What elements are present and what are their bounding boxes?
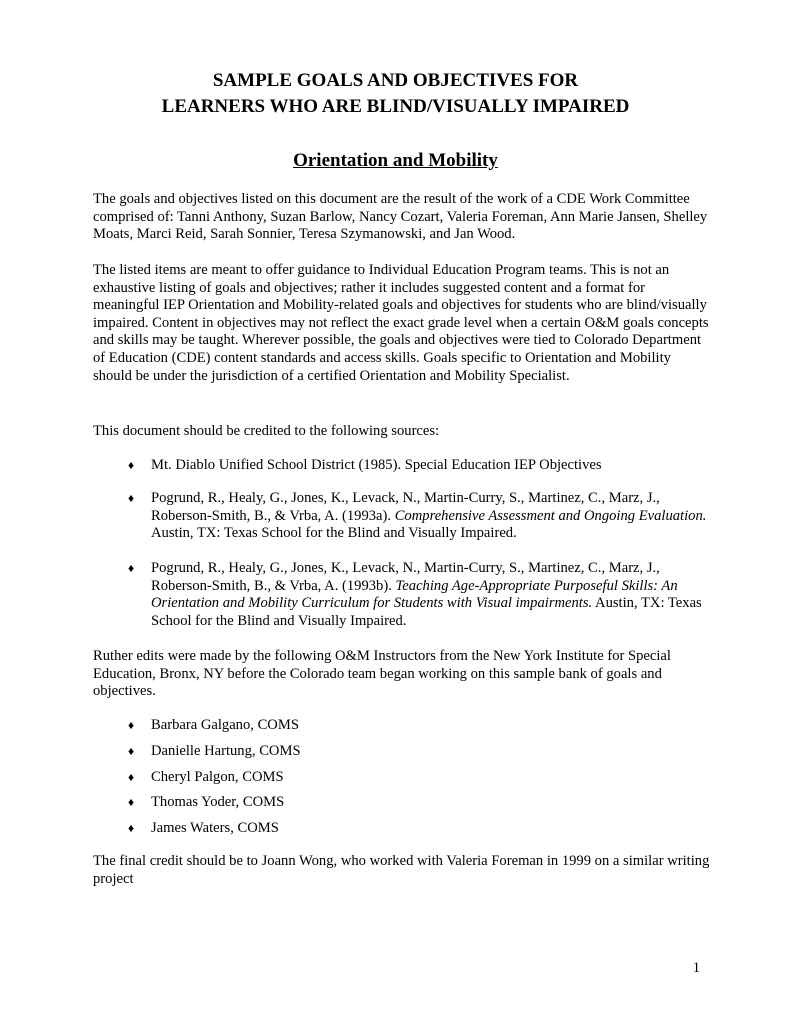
instructor-list-item — [128, 794, 713, 812]
instructor-list-item — [128, 820, 713, 838]
diamond-bullet-icon: ♦ — [128, 561, 135, 575]
final-paragraph: The final credit should be to Joann Wong, who worked with Valeria Foreman in 1999 on a similar writing project — [93, 853, 710, 887]
source-list-item — [128, 457, 713, 475]
source-list-item — [128, 490, 713, 543]
diamond-bullet-icon: ♦ — [128, 821, 135, 835]
instructor-list-item — [128, 769, 713, 787]
instructor-name: Cheryl Palgon, COMS — [151, 769, 284, 785]
source-list-item — [128, 560, 713, 630]
diamond-bullet-icon: ♦ — [128, 744, 135, 758]
sources-intro: This document should be credited to the following sources: — [93, 423, 440, 439]
instructor-name: James Waters, COMS — [151, 820, 279, 836]
source-citation: Pogrund, R., Healy, G., Jones, K., Levack, N., Martin-Curry, S., Martinez, C., Marz, J., Roberson-Smith, B., & Vrba, A. (1993b). Teaching Age-Appropriate Purposeful Skills: An Orientation and Mobility Curriculum for Students with Visual impairments. Austin, TX: Texas School for the Blind and Visually Impaired. — [151, 560, 702, 629]
instructor-list-item — [128, 717, 713, 735]
source-citation: Mt. Diablo Unified School District (1985). Special Education IEP Objectives — [151, 457, 602, 473]
edits-paragraph: Ruther edits were made by the following O&M Instructors from the New York Institute for Special Education, Bronx, NY before the Colorado team began working on this sample bank of goals and objectives. — [93, 648, 671, 700]
diamond-bullet-icon: ♦ — [128, 795, 135, 809]
diamond-bullet-icon: ♦ — [128, 770, 135, 784]
instructor-name: Danielle Hartung, COMS — [151, 743, 301, 759]
instructor-list-item — [128, 743, 713, 761]
page-number: 1 — [692, 960, 700, 976]
diamond-bullet-icon: ♦ — [128, 458, 135, 472]
document-title-line-2: LEARNERS WHO ARE BLIND/VISUALLY IMPAIRED — [161, 96, 630, 117]
intro-paragraph: The goals and objectives listed on this document are the result of the work of a CDE Work Committee comprised of: Tanni Anthony, Suzan Barlow, Nancy Cozart, Valeria Foreman, Ann Marie Jansen, Shelley Moats, Marci Reid, Sarah Sonnier, Teresa Szymanowski, and Jan Wood. — [93, 191, 708, 243]
diamond-bullet-icon: ♦ — [128, 718, 135, 732]
instructor-name: Barbara Galgano, COMS — [151, 717, 299, 733]
document-title-line-1: SAMPLE GOALS AND OBJECTIVES FOR — [212, 70, 579, 91]
source-title: Teaching Age-Appropriate Purposeful Skills: An Orientation and Mobility Curriculum for Students with Visual impairments. — [151, 577, 678, 612]
instructor-name: Thomas Yoder, COMS — [151, 794, 285, 810]
purpose-paragraph: The listed items are meant to offer guidance to Individual Education Program teams. This is not an exhaustive listing of goals and objectives; rather it includes suggested content and a format for meaningful IEP Orientation and Mobility-related goals and objectives for students who are blind/visually impaired. Content in objectives may not reflect the exact grade level when a certain O&M goals concepts and skills may be taught. Wherever possible, the goals and objectives were tied to Colorado Department of Education (CDE) content standards and access skills. Goals specific to Orientation and Mobility should be under the jurisdiction of a certified Orientation and Mobility Specialist. — [93, 262, 709, 384]
source-citation: Pogrund, R., Healy, G., Jones, K., Levack, N., Martin-Curry, S., Martinez, C., Marz, J., Roberson-Smith, B., & Vrba, A. (1993a). Comprehensive Assessment and Ongoing Evaluation. Austin, TX: Texas School for the Blind and Visually Impaired. — [151, 490, 707, 542]
source-title: Comprehensive Assessment and Ongoing Evaluation. — [394, 507, 707, 524]
document-subtitle: Orientation and Mobility — [293, 150, 498, 171]
diamond-bullet-icon: ♦ — [128, 491, 135, 505]
